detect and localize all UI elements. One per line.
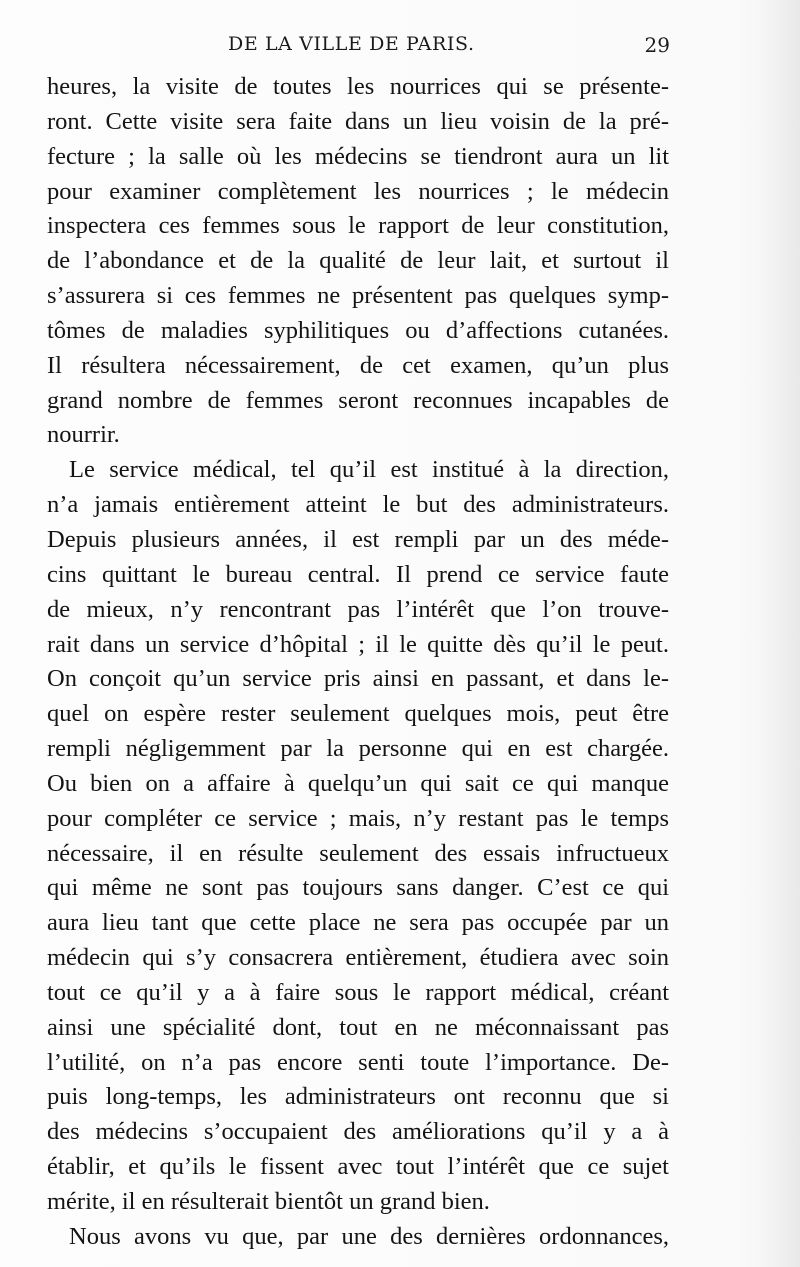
- text-line: pour examiner complètement les nourrices ; le médecin: [47, 177, 669, 205]
- body-text: [47, 70, 669, 1255]
- text-line: l’utilité, on n’a pas encore senti toute l’importance. De-: [47, 1048, 669, 1076]
- text-line: ront. Cette visite sera faite dans un lieu voisin de la pré-: [47, 107, 669, 135]
- text-line: mérite, il en résulterait bientôt un grand bien.: [47, 1188, 490, 1215]
- text-line: rempli négligemment par la personne qui en est chargée.: [47, 735, 669, 763]
- text-line: Il résultera nécessairement, de cet examen, qu’un plus: [47, 351, 669, 379]
- text-line: ainsi une spécialité dont, tout en ne méconnaissant pas: [47, 1013, 669, 1041]
- running-head: DE LA VILLE DE PARIS.: [228, 33, 475, 55]
- text-line: cins quittant le bureau central. Il prend ce service faute: [47, 560, 669, 588]
- text-line: médecin qui s’y consacrera entièrement, étudiera avec soin: [47, 944, 669, 972]
- text-line: aura lieu tant que cette place ne sera pas occupée par un: [47, 909, 669, 937]
- text-line: On conçoit qu’un service pris ainsi en passant, et dans le-: [47, 665, 669, 693]
- text-line: de mieux, n’y rencontrant pas l’intérêt que l’on trouve-: [47, 595, 669, 623]
- text-line: Nous avons vu que, par une des dernières ordonnances,: [69, 1222, 669, 1250]
- text-line: tout ce qu’il y a à faire sous le rapport médical, créant: [47, 978, 669, 1006]
- page-number: 29: [644, 33, 670, 57]
- text-line: quel on espère rester seulement quelques mois, peut être: [47, 700, 669, 728]
- text-line: Depuis plusieurs années, il est rempli par un des méde-: [47, 525, 669, 553]
- page-edge-shadow: [760, 0, 800, 1267]
- text-line: nourrir.: [47, 421, 120, 449]
- text-line: pour compléter ce service ; mais, n’y restant pas le temps: [47, 804, 669, 832]
- text-line: de l’abondance et de la qualité de leur lait, et surtout il: [47, 247, 669, 275]
- text-line: rait dans un service d’hôpital ; il le quitte dès qu’il le peut.: [47, 630, 669, 658]
- text-line: établir, et qu’ils le fissent avec tout l’intérêt que ce sujet: [47, 1153, 669, 1181]
- text-line: tômes de maladies syphilitiques ou d’affections cutanées.: [47, 316, 669, 344]
- text-line: fecture ; la salle où les médecins se tiendront aura un lit: [47, 142, 669, 170]
- text-line: des médecins s’occupaient des améliorations qu’il y a à: [47, 1118, 669, 1146]
- text-line: puis long-temps, les administrateurs ont reconnu que si: [47, 1083, 669, 1111]
- text-line: inspectera ces femmes sous le rapport de leur constitution,: [47, 212, 669, 240]
- text-line: Ou bien on a affaire à quelqu’un qui sait ce qui manque: [47, 769, 669, 797]
- text-line: n’a jamais entièrement atteint le but des administrateurs.: [47, 491, 669, 519]
- text-line: heures, la visite de toutes les nourrices qui se présente-: [47, 73, 669, 100]
- text-line: qui même ne sont pas toujours sans danger. C’est ce qui: [47, 874, 669, 902]
- text-line: grand nombre de femmes seront reconnues incapables de: [47, 386, 669, 414]
- page-header: [50, 33, 670, 59]
- text-line: s’assurera si ces femmes ne présentent pas quelques symp-: [47, 282, 669, 310]
- text-line: Le service médical, tel qu’il est institué à la direction,: [69, 456, 669, 484]
- text-line: nécessaire, il en résulte seulement des essais infructueux: [47, 839, 669, 867]
